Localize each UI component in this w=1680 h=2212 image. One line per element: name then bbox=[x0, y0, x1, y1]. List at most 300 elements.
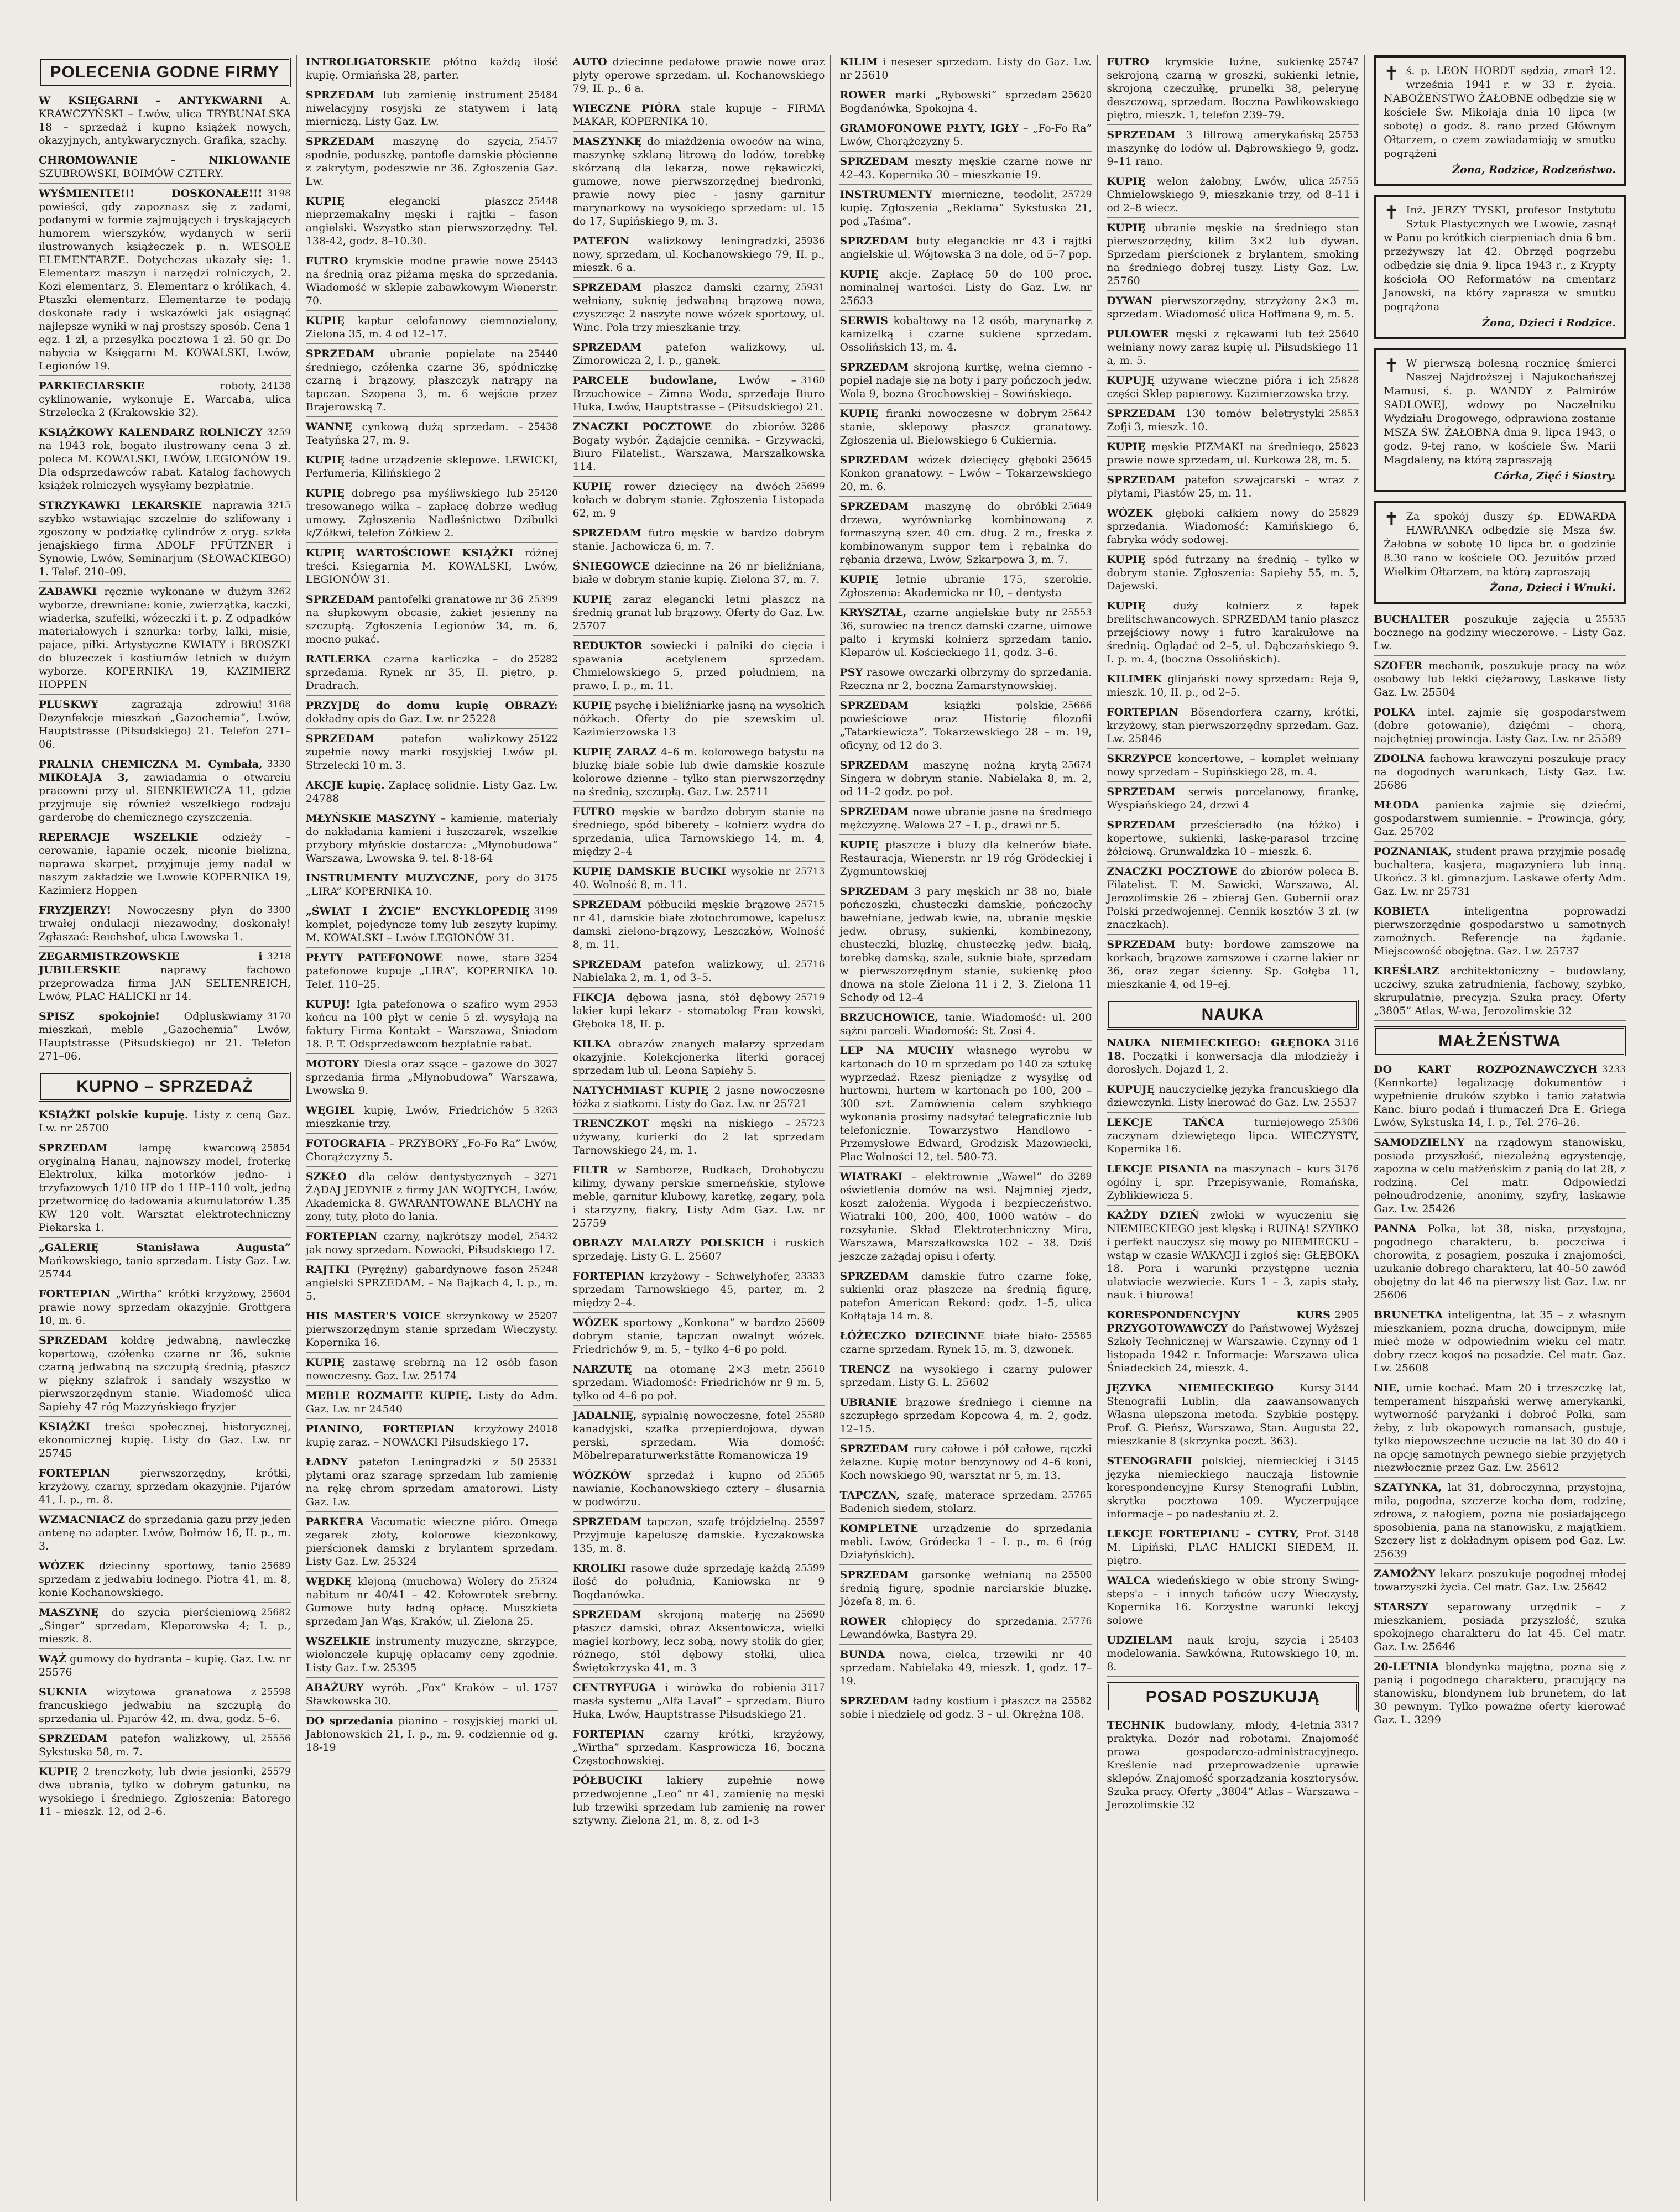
classified-ad bbox=[573, 805, 825, 862]
ad-body-text: skrojoną materję na płaszcz damski, obraz Aksentowicza, wielki magiel korbowy, lecz sobą, nowy stolik do gier, różnego, stół dębowy stołki, ulica Świętokrzyska 41, m. 3 bbox=[572, 1609, 825, 1674]
ad-reference-number: 25582 bbox=[1062, 1695, 1092, 1707]
classified-ad bbox=[1107, 752, 1359, 782]
classified-ad bbox=[306, 1356, 558, 1386]
ad-body-text: Vacumatic wieczne pióro. Omega zegarek złoty, kolorowe kiezonkowy, pierścionek damski z brylantem sprzedam. Listy Gaz. Lw. 25324 bbox=[305, 1516, 558, 1568]
ad-lead-word: POZNANIAK, bbox=[1374, 846, 1452, 858]
classified-ad bbox=[39, 1108, 291, 1138]
ad-reference-number: 25854 bbox=[260, 1142, 291, 1154]
classified-ad bbox=[1374, 964, 1626, 1021]
ad-reference-number: 25682 bbox=[260, 1607, 291, 1618]
classified-ad bbox=[39, 187, 291, 376]
ad-reference-number: 25553 bbox=[1062, 607, 1092, 618]
ad-body-text: sprzedaż i kupno od nawianie, Kochanowskiego cztery – ślusarnia w podwórzu. bbox=[572, 1469, 825, 1508]
ad-reference-number: 25776 bbox=[1062, 1616, 1092, 1627]
ad-body-text: płaszcz damski czarny, wełniany, suknię jedwabną brązową nowa, czyszcząc 2 naszyte nowe wózek sportowy, ul. Winc. Pola trzy mieszkanie trzy. bbox=[572, 281, 825, 333]
obituary-text: Inż. JERZY TYSKI, profesor Instytutu Sztuk Plastycznych we Lwowie, zasnął w Panu po krótkich cierpieniach dnia 6 bm. przeżywszy lat 42. Obrzęd pogrzebu odbędzie się dnia 9. lipca 1943 r., z Krypty kościoła OO Reformatów na cmentarz Janowski, na który zaprasza w smutku pogrążona bbox=[1384, 204, 1616, 313]
classified-ad bbox=[306, 1714, 558, 1757]
classified-ad bbox=[306, 998, 558, 1054]
classified-ad bbox=[573, 898, 825, 954]
ad-body-text: separowany urzędnik – z mieszkaniem, posiada przyszłość, szuka spokojnego charakteru do lat 45. Cel matr. Gaz. Lw. 25646 bbox=[1374, 1601, 1626, 1653]
ad-body-text: do sprzedania gazu przy jeden antenę na adapter. Lwów, Bołmów 16, II. p., m. 3. bbox=[39, 1514, 291, 1552]
ad-lead-word: SZOFER bbox=[1374, 660, 1423, 672]
ad-lead-word: FORTEPIAN bbox=[1107, 706, 1178, 718]
ad-reference-number: 3300 bbox=[267, 905, 291, 916]
classified-ad bbox=[1374, 706, 1626, 749]
ad-lead-word: PLUSKWY bbox=[39, 698, 98, 711]
ad-body-text: gumowy do hydranta – kupię. Gaz. Lw. nr 25576 bbox=[39, 1653, 291, 1678]
ad-body-text: fachowa krawczyni poszukuje pracy na dogodnych warunkach, Listy Gaz. Lw. 25686 bbox=[1374, 753, 1626, 791]
ad-body-text: zagrażają zdrowiu! Dezynfekcje mieszkań „Gazochemia”, Lwów, Hauptstrasse (Piłsudskiego) 21. Telefon 271–06. bbox=[39, 698, 291, 750]
newspaper-column bbox=[1107, 55, 1365, 2201]
ad-body-text: komplet, pojedyncze tomy lub zeszyty kupimy. M. KOWALSKI – Lwów LEGIONÓW 31. bbox=[305, 919, 558, 944]
ad-body-text: krymskie luźne, sukienkę sekrojoną czarną w groszki, sukienki letnie, skrojoną czeczułkę, prunelki 38, pelerynę deszczową, sprzedam. Boczna Pawlikowskiego piętro, mieszk. 1, telefon 239–79. bbox=[1107, 56, 1359, 121]
classified-ad bbox=[1107, 865, 1359, 935]
ad-lead-word: KRYSZTAŁ, bbox=[839, 607, 907, 619]
ad-lead-word: SPRZEDAM bbox=[839, 454, 909, 466]
classified-ad bbox=[39, 1287, 291, 1331]
ad-lead-word: ROWER bbox=[839, 1615, 886, 1627]
ad-body-text: czarna karliczka – do sprzedania. Rynek nr 35, II. piętro, p. Dradrach. bbox=[305, 653, 558, 692]
ad-body-text: urządzenie do sprzedania mebli. Lwów, Gródecka 1 – I. p., m. 6 (róg Działyńskich). bbox=[839, 1522, 1092, 1561]
ad-lead-word: INTROLIGATORSKIE bbox=[305, 56, 430, 68]
ad-lead-word: KSIĄŻKOWY KALENDARZ ROLNICZY bbox=[39, 426, 263, 439]
ad-lead-word: PARKIECIARSKIE bbox=[39, 380, 145, 392]
ad-lead-word: HIS MASTER'S VOICE bbox=[305, 1310, 441, 1322]
classified-ad bbox=[1374, 1063, 1626, 1133]
ad-body-text: patefon walizkowy, ul. Nabielaka 2, m. 1, od 3–5. bbox=[572, 958, 791, 984]
ad-lead-word: SPRZEDAM bbox=[572, 1516, 642, 1528]
ad-lead-word: SPRZEDAM bbox=[305, 348, 375, 360]
classified-ad bbox=[573, 526, 825, 556]
ad-body-text: rury całowe i pół całowe, rączki żelazne. Kupię motor benzynowy od 4–6 koni, Koch nowskiego 90, warsztat nr 5, m. 13. bbox=[839, 1443, 1092, 1481]
ad-body-text: nauk kroju, szycia i modelowania. Sawkówna, Rutowskiego 10, m. 8. bbox=[1107, 1634, 1359, 1673]
ad-lead-word: UDZIELAM bbox=[1107, 1634, 1173, 1646]
classified-ad bbox=[1107, 1308, 1359, 1378]
ad-body-text: szafę, materace sprzedam. Badenich siedem, stolarz. bbox=[839, 1489, 1058, 1515]
ad-body-text: poszukuje zajęcia u bocznego na godziny wieczorowe. – Listy Gaz. Lw. bbox=[1374, 613, 1626, 652]
ad-lead-word: SKRZYPCE bbox=[1107, 753, 1172, 765]
ad-lead-word: ZAMOŻNY bbox=[1374, 1568, 1436, 1580]
classified-ad bbox=[839, 1648, 1092, 1691]
ad-lead-word: KUPIĘ bbox=[572, 481, 612, 493]
ad-lead-word: MŁODA bbox=[1374, 799, 1420, 811]
ad-lead-word: SPRZEDAM bbox=[839, 500, 909, 513]
classified-ad bbox=[306, 55, 558, 85]
ad-body-text: buty: bordowe zamszowe na korkach, brązowe zamszowe i czarne lakier nr 36, oraz zegar ścienny. Sp. Gołęba 11, mieszkanie 4, od 19–ej. bbox=[1107, 938, 1359, 990]
ad-reference-number: 25597 bbox=[795, 1516, 825, 1527]
classified-ad bbox=[839, 1615, 1092, 1645]
ad-lead-word: BUNDA bbox=[839, 1648, 885, 1661]
ad-lead-word: KILKA bbox=[572, 1038, 611, 1050]
ad-lead-word: KILIMEK bbox=[1107, 673, 1162, 685]
ad-body-text: wózek dziecięcy głęboki Konkon granatowy. – Lwów – Tokarzewskiego 20, m. 6. bbox=[839, 454, 1092, 493]
classified-ad bbox=[839, 1694, 1092, 1724]
ad-body-text: akcje. Zapłacę 50 do 100 proc. nominalnej wartości. Listy do Gaz. Lw. nr 25633 bbox=[839, 268, 1092, 307]
ad-lead-word: MASZYNĘ bbox=[39, 1606, 99, 1619]
classified-ad bbox=[39, 154, 291, 184]
classified-ad bbox=[1374, 613, 1626, 656]
ad-body-text: nowe, stare patefonowe kupuje „LIRA”, KOPERNIKA 10. Telef. 110–25. bbox=[305, 952, 558, 990]
ad-reference-number: 25403 bbox=[1329, 1635, 1359, 1646]
ad-lead-word: FOTOGRAFIA bbox=[305, 1138, 386, 1150]
ad-body-text: klejoną (muchowa) Wolery do nabitum nr 40/41 – 42. Kołowrotek srebrny. Gumowe buty ładną opłacę. Muszkieta sprzedam Jan Wąs, Kraków, ul. Zielona 25. bbox=[305, 1575, 558, 1627]
ad-body-text: (Kennkarte) legalizację dokumentów i wypełnienie druków szybko i tanio załatwia Kanc. biuro podań i tłumaczeń Dra E. Griega Lwów, Sykstuska 14, I. p., Tel. 276–26. bbox=[1374, 1077, 1626, 1129]
ad-body-text: nowe ubranie jasne na średniego mężczyznę. Walowa 27 – I. p., drawi nr 5. bbox=[839, 806, 1092, 831]
ad-reference-number: 3262 bbox=[267, 586, 291, 597]
ad-reference-number: 3168 bbox=[267, 699, 291, 710]
ad-body-text: letnie ubranie 175, szerokie. Zgłoszenia: Akademicka nr 10, – dentysta bbox=[839, 573, 1092, 599]
ad-body-text: płótno każdą ilość kupię. Ormiańska 28, parter. bbox=[305, 56, 558, 81]
obituary-notice bbox=[1374, 195, 1626, 339]
classified-ad bbox=[1107, 507, 1359, 550]
classified-ad bbox=[1107, 1381, 1359, 1451]
ad-body-text: patefon walizkowy, ul. Sykstuska 58, m. 7. bbox=[39, 1733, 257, 1758]
ad-lead-word: KUPIĘ bbox=[305, 195, 345, 207]
ad-reference-number: 3286 bbox=[801, 421, 825, 432]
ad-lead-word: WÓZKÓW bbox=[572, 1469, 632, 1481]
ad-lead-word: POLKA bbox=[1374, 706, 1415, 718]
ad-lead-word: PRZYJDĘ do domu kupię OBRAZY: bbox=[305, 700, 558, 712]
ad-body-text: inteligentna, lat 35 – z własnym mieszkaniem, pozna drucha, dowcipnym, miłe mieć może w odpowiednim wieku cel matr. dobry rzecz kogoś na posadzie. Cel matr. Gaz. Lw. 25608 bbox=[1374, 1309, 1626, 1374]
ad-body-text: dębowa jasna, stół dębowy lakier kupi lekarz - stomatolog Frau kowski, Głęboka 18, II. p. bbox=[572, 992, 825, 1030]
ad-lead-word: „ŚWIAT I ŻYCIE” ENCYKLOPEDIĘ bbox=[305, 905, 530, 917]
newspaper-column bbox=[39, 55, 297, 2201]
classified-ad bbox=[573, 1562, 825, 1605]
classified-ad bbox=[306, 1104, 558, 1134]
ad-lead-word: SPRZEDAM bbox=[1107, 938, 1176, 951]
obituary-signature: Żona, Dzieci i Rodzice. bbox=[1482, 317, 1616, 329]
ad-body-text: umie kochać. Mam 20 i trzeszczkę lat, temperament hiszpański werwę amerykanki, wytworność paryżanki i dobroć Polki, sam żeby, z lub okapowych romansach, gustuje, tylko niepowszechne uczucie na lat 30 do 40 i na opcję samotnych pewnego siebie przyjętych niezwłocznie przez Gaz. Lw. 25612 bbox=[1374, 1382, 1626, 1474]
ad-lead-word: SUKNIA bbox=[39, 1686, 87, 1698]
ad-lead-word: „GALERIĘ Stanisława Augusta” bbox=[39, 1241, 291, 1254]
ad-reference-number: 25331 bbox=[528, 1457, 558, 1468]
ad-lead-word: WIATRAKI bbox=[839, 1171, 903, 1183]
ad-body-text: chłopięcy do sprzedania. Lewandówka, Bastyra 29. bbox=[839, 1615, 1058, 1641]
ad-lead-word: WSZELKIE bbox=[305, 1635, 371, 1647]
classified-ad bbox=[39, 1467, 291, 1510]
ad-lead-word: UBRANIE bbox=[839, 1396, 898, 1408]
ad-lead-word: SPRZEDAM bbox=[572, 1609, 642, 1621]
ad-body-text: student prawa przyjmie posadę buchaltera, kasjera, magazyniera lub inną. Ukończ. 3 kl. gimnazjum. Laskawe oferty Adm. Gaz. Lw. nr 25731 bbox=[1374, 846, 1626, 898]
classified-ad bbox=[839, 361, 1092, 404]
ad-body-text: własnego wyrobu w kartonach do 10 m sprzedam po 140 za sztukę wyprzedaż. Rzesz pieniądze z wysyłkę od hurtowni, hurtem w kartonach po 100, 200 – 300 szt. Zamówienia celem szybkiego wykonania prosimy nadsyłać telegraficznie lub telefonicznie. Towarzystwo Handlowo - Przemysłowe Edward, Grodzisk Mazowiecki, Plac Wolności 12, tel. 580-73. bbox=[839, 1045, 1092, 1163]
ad-body-text: powieści, gdy zapoznasz się z zadami, podanymi w formie zajmujących i tryskających humorem wierszyków, wydanych w serii ilustrowanych książeczek p. n. WESOŁE ELEMENTARZE. Dotychczas ukazały się: 1. Elementarz maszyn i narzędzi rolniczych, 2. Kozi elementarz, 3. Elementarz o królikach, 4. Ptaszki elementarz. Elementarze te podają doskonałe rady i wskazówki jak osiągnąć najlepsze wyniki w naj prostszy sposób. Cena 1 egz. 1 zł, a przesyłka pocztowa 1 zł. 50 gr. Do nabycia w Księgarni M. KOWALSKI, Lwów, Legionów 19. bbox=[39, 201, 291, 372]
ad-body-text: wizytowa granatowa z francuskiego jedwabiu na szczupłą do sprzedania ul. Pijarów 42, m. dwa, godz. 5–6. bbox=[39, 1686, 291, 1725]
ad-lead-word: PARKERA bbox=[305, 1516, 364, 1528]
ad-lead-word: KOMPLETNE bbox=[839, 1522, 919, 1535]
ad-reference-number: 25122 bbox=[528, 733, 558, 744]
ad-body-text: rasowe owczarki olbrzymy do sprzedania. Rzeczna nr 2, boczna Zamarstynowskiej. bbox=[839, 666, 1092, 692]
ad-body-text: ubranie męskie na średniego stan pierwszorzędny, kilim 3×2 lub dywan. Sprzedam pierścionek z brylantem, smoking na średniego dobrej tuszy. Listy Gaz. Lw. 25760 bbox=[1107, 222, 1359, 287]
ad-body-text: kołdrę jedwabną, nawleczkę kopertową, czółenka czarne nr 36, suknie czarną jedwabną na szczupłą średnią, płaszcz w piękny szlafrok i sandały wszystko w pierwszorzędnym stanie. Wiadomość ulica Sapiehy 47 róg Mazzyńskiego fryzjer bbox=[39, 1334, 291, 1413]
ad-lead-word: KUPIĘ bbox=[1107, 222, 1146, 234]
ad-body-text: panienka zajmie się dziećmi, gospodarstwem sumiennie. – Prowincja, góry, Gaz. 25702 bbox=[1374, 799, 1626, 838]
ad-body-text: pierwszorzędny, strzyżony 2×3 m. sprzedam. Wiadomość ulica Hoffmana 9, m. 5. bbox=[1107, 295, 1359, 320]
ad-reference-number: 25440 bbox=[528, 348, 558, 359]
classified-ad bbox=[1107, 55, 1359, 125]
ad-reference-number: 25674 bbox=[1062, 760, 1092, 771]
ad-lead-word: NATYCHMIAST KUPIĘ bbox=[572, 1084, 708, 1097]
ad-lead-word: ZABAWKI bbox=[39, 586, 97, 598]
classified-ad bbox=[839, 1170, 1092, 1266]
ad-lead-word: KILIM bbox=[839, 56, 878, 68]
ad-lead-word: TRENCZ bbox=[839, 1363, 890, 1375]
ad-body-text: rasowe duże sprzedaję każdą ilość do południa, Kaniowska nr 9 Bogdanówka. bbox=[572, 1562, 825, 1601]
classified-ad bbox=[39, 831, 291, 900]
ad-lead-word: SPRZEDAM bbox=[839, 235, 909, 247]
classified-ad bbox=[306, 135, 558, 191]
classified-ad bbox=[1107, 473, 1359, 503]
classified-ad bbox=[1107, 818, 1359, 862]
classified-ad bbox=[573, 593, 825, 636]
ad-body-text: glinjański nowy sprzedam: Reja 9, mieszk. 10, II. p., od 2–5. bbox=[1107, 673, 1359, 698]
classified-ad bbox=[573, 1316, 825, 1359]
classified-ad bbox=[573, 991, 825, 1034]
cross-icon: ✝ bbox=[1384, 355, 1400, 377]
ad-lead-word: KUPIĘ bbox=[1107, 441, 1146, 453]
ad-lead-word: FUTRO bbox=[1107, 56, 1149, 68]
ad-body-text: męskie PIZMAKI na średniego, prawie nowe sprzedam, ul. Kurkowa 28, m. 5. bbox=[1107, 441, 1352, 466]
ad-body-text: turniejowego zaczynam dziewiętego lipca. WIECZYSTY, Kopernika 16. bbox=[1107, 1117, 1359, 1155]
classified-ad bbox=[1374, 1381, 1626, 1478]
ad-reference-number: 25936 bbox=[795, 236, 825, 247]
ad-body-text: zawiadamia o otwarciu pracowni przy ul. SIENKIEWICZA 11, gdzie przyjmuje się również wszelkiego rodzaju garderobę do chemicznego czyszczenia. bbox=[39, 771, 291, 823]
classified-ad bbox=[1107, 1527, 1359, 1571]
section-heading: MAŁŻEŃSTWA bbox=[1374, 1026, 1626, 1056]
ad-body-text: roboty, cyklinowanie, wykonuje E. Warcaba, ulica Strzelecka 2 (Krakowskie 32). bbox=[39, 380, 291, 419]
classified-ad bbox=[306, 1310, 558, 1353]
ad-lead-word: INSTRUMENTY bbox=[839, 189, 932, 201]
classified-ad bbox=[839, 88, 1092, 118]
ad-lead-word: BUCHALTER bbox=[1374, 613, 1449, 625]
ad-body-text: Kursy Stenografii Lublin, dla zaawansowanych Własna ulepszona metoda. Szybkie postępy. Prof. G. Pieńsz, Warszawa, Stan. Augusta 22, mieszkanie 8 (skrzynka poczt. 363). bbox=[1107, 1382, 1359, 1447]
ad-body-text: Igła patefonowa o szafiro wym końcu na 100 płyt w cenie 5 zł. wysyłają na faktury Firma Kontakt – Warszawa, Śniadom 18. P. T. Odsprzedawcom bezpłatnie rabat. bbox=[305, 998, 558, 1050]
newspaper-column bbox=[839, 55, 1098, 2201]
ad-lead-word: PIANINO, FORTEPIAN bbox=[305, 1423, 455, 1435]
ad-lead-word: KUPIĘ bbox=[39, 1766, 78, 1778]
ad-lead-word: MŁYŃSKIE MASZYNY bbox=[305, 812, 436, 825]
ad-lead-word: ŚNIEGOWCE bbox=[572, 560, 649, 572]
section-heading: NAUKA bbox=[1107, 1000, 1359, 1030]
ad-reference-number: 25580 bbox=[795, 1410, 825, 1421]
classified-ad bbox=[1374, 659, 1626, 702]
ad-body-text: tanie. Wiadomość: ul. 200 sążni parceli. Wiadomość: St. Zosi 4. bbox=[839, 1011, 1092, 1037]
classified-ad bbox=[39, 1606, 291, 1649]
ad-body-text: lat 31, dobroczynna, przystojna, mila, pogodna, szczerze kocha dom, rodzinę, zdrowa, z nałogiem, pozna nie posiadającego sposobienia, pana na stanowisku, z majątkiem. Szczery list z dokładnym opisem pod Gaz. Lw. 25639 bbox=[1374, 1481, 1626, 1560]
ad-reference-number: 3218 bbox=[267, 951, 291, 962]
ad-lead-word: SPRZEDAM bbox=[305, 89, 375, 101]
ad-reference-number: 25699 bbox=[795, 481, 825, 492]
ad-body-text: na rządowym stanowisku, posiada przyszłość, niezależną egzystencję, zapozna w celu małżeńskim z panią do lat 28, z rodziną. Cel matr. Odpowiedzi pełnoudrodzenie, anonimy, szyfry, laskawie Gaz. Lw. 25426 bbox=[1374, 1136, 1626, 1215]
ad-lead-word: BRUNETKA bbox=[1374, 1309, 1443, 1321]
ad-reference-number: 3116 bbox=[1334, 1037, 1359, 1048]
ad-lead-word: SPRZEDAM bbox=[305, 135, 375, 148]
classified-ad bbox=[306, 951, 558, 994]
ad-reference-number: 25649 bbox=[1062, 501, 1092, 512]
ad-body-text: maszynę do obróbki drzewa, wyrówniarkę kombinowaną z formaszyną szer. 40 cm. dług. 2 m., freska z kombinowanym suppor tem i rębalnka do rębania drzewa, Lwów, Szkarpowa 3, m. 7. bbox=[839, 500, 1092, 566]
ad-body-text: pianino – rosyjskiej marki ul. Jabłonowskich 21, I. p., m. 9. codziennie od g. 18-19 bbox=[305, 1715, 558, 1754]
classified-ad bbox=[1374, 845, 1626, 901]
ad-body-text: na maszynach – kurs ogólny i, spr. Przepisywanie, Romańska, Zyblikiewicza 5. bbox=[1107, 1163, 1359, 1202]
section-heading: POSAD POSZUKUJĄ bbox=[1107, 1682, 1359, 1712]
ad-lead-word: SPRZEDAM bbox=[839, 361, 909, 373]
classified-ad bbox=[1374, 1567, 1626, 1597]
classified-ad bbox=[839, 122, 1092, 152]
ad-body-text: głęboki całkiem nowy do sprzedania. Wiadomość: Kamińskiego 6, fabryka wódy sodowej. bbox=[1107, 507, 1359, 546]
ad-lead-word: PARCELE budowlane, bbox=[572, 374, 718, 387]
ad-body-text: patefon szwajcarski – wraz z płytami, Piastów 25, m. 11. bbox=[1107, 474, 1359, 499]
obituary-text: Za spokój duszy śp. EDWARDA HAWRANKA odbędzie się Msza św. Żałobna w sobotę 10 lipca br. o godzinie 8.30 rano w kościele OO. Jezuitów przed Wielkim Ołtarzem, na którą zapraszają bbox=[1384, 510, 1616, 578]
ad-reference-number: 3271 bbox=[534, 1171, 558, 1182]
ad-reference-number: 3254 bbox=[534, 952, 558, 963]
ad-body-text: A. KRAWCZYŃSKI – Lwów, ulica TRYBUNALSKA 18 – sprzedaż i kupno książek nowych, okazyjnych, antykwarycznych. Grafika, szachy. bbox=[39, 95, 291, 147]
ad-lead-word: SPRZEDAM bbox=[839, 700, 909, 712]
ad-body-text: krzyżowy kupię zaraz. – NOWACKI Piłsudskiego 17. bbox=[305, 1423, 529, 1448]
ad-reference-number: 3148 bbox=[1334, 1528, 1359, 1540]
ad-lead-word: SPRZEDAM bbox=[39, 1142, 108, 1154]
ad-body-text: półbuciki męskie brązowe nr 41, damskie białe złotochromowe, kapelusz damski zielono-brązowy, Leszczków, Wolność 8, m. 11. bbox=[572, 899, 825, 951]
ad-body-text: do zbiorów. Bogaty wybór. Żądajcie cennika. – Grzywacki, Biuro Filatelist., Warszawa, Marszałkowska 114. bbox=[572, 421, 825, 473]
classified-ad bbox=[1107, 407, 1359, 437]
classified-ad bbox=[306, 314, 558, 344]
ad-body-text: pierwszorzędny, krótki, krzyżowy, czarny, sprzedam okazyjnie. Pijarów 41, I. p., m. 8. bbox=[39, 1467, 291, 1506]
ad-body-text: w Samborze, Rudkach, Drohobyczu kilimy, dywany perskie smerneńskie, stylowe meble, garnitur klubowy, karetkę, zegary, pola i starzyzny, fiakry, Listy Adm Gaz. Lw. nr 25759 bbox=[572, 1164, 825, 1229]
ad-lead-word: SPRZEDAM bbox=[572, 281, 642, 294]
classified-ad bbox=[306, 653, 558, 696]
classified-ad bbox=[839, 573, 1092, 603]
ad-lead-word: WANNĘ bbox=[305, 421, 352, 433]
classified-ad bbox=[1107, 1083, 1359, 1113]
classified-ad bbox=[839, 1396, 1092, 1439]
ad-reference-number: 3027 bbox=[534, 1058, 558, 1070]
ad-reference-number: 25306 bbox=[1329, 1117, 1359, 1128]
classified-ad bbox=[306, 453, 558, 483]
classified-ad bbox=[1374, 1481, 1626, 1564]
classified-ad bbox=[306, 1389, 558, 1419]
ad-lead-word: SPRZEDAM bbox=[39, 1733, 108, 1745]
ad-reference-number: 3144 bbox=[1334, 1383, 1359, 1394]
classified-ad bbox=[1107, 1574, 1359, 1630]
ad-body-text: stale kupuje – FIRMA MAKAR, KOPERNIKA 10. bbox=[572, 102, 825, 128]
classified-ad bbox=[839, 1363, 1092, 1392]
classified-ad bbox=[573, 374, 825, 417]
classified-ad bbox=[1107, 440, 1359, 470]
classified-ad bbox=[39, 1652, 291, 1682]
ad-lead-word: DYWAN bbox=[1107, 295, 1152, 307]
ad-body-text: patefon Leningradzki z 50 płytami oraz szaragę sprzedam lub zamienię na rękę chrom sprzedam amatorowi. Listy Gaz. Lw. bbox=[305, 1456, 558, 1508]
ad-body-text: zastawę srebrną na 12 osób fason nowoczesny. Gaz. Lw. 25174 bbox=[305, 1357, 558, 1382]
classified-ad bbox=[573, 1774, 825, 1830]
ad-lead-word: LEP NA MUCHY bbox=[839, 1045, 954, 1057]
ad-body-text: i wirówka do robienia masła systemu „Alfa Laval” – sprzedam. Biuro Huka, Lwów, Hauptstrasse Piłsudskiego 21. bbox=[572, 1682, 825, 1720]
ad-body-text: płaszcze i bluzy dla kelnerów białe. Restauracja, Wienerstr. nr 19 róg Grödeckiej i Zygmuntowskiej bbox=[839, 839, 1092, 878]
ad-lead-word: ŁADNY bbox=[305, 1456, 348, 1468]
classified-ad bbox=[839, 55, 1092, 85]
ad-reference-number: 3199 bbox=[534, 906, 558, 917]
ad-body-text: i ruskich sprzedaję. Listy G. L. 25607 bbox=[572, 1237, 825, 1262]
classified-ad bbox=[839, 155, 1092, 185]
classified-ad bbox=[1107, 294, 1359, 324]
obituary-notice bbox=[1374, 501, 1626, 604]
ad-body-text: i neseser sprzedam. Listy do Gaz. Lw. nr 25610 bbox=[839, 56, 1092, 81]
ad-reference-number: 25642 bbox=[1062, 408, 1092, 419]
ad-reference-number: 3330 bbox=[267, 759, 291, 770]
ad-lead-word: TECHNIK bbox=[1107, 1719, 1165, 1731]
ad-lead-word: SPRZEDAM bbox=[839, 1569, 909, 1581]
ad-lead-word: KSIĄŻKI polskie kupuję. bbox=[39, 1109, 189, 1121]
ad-body-text: architektoniczny – budowlany, uczciwy, szuka zatrudnienia, fachowy, szybko, skrupulatnie, precyzja. Szuka pracy. Oferty „3805” Atlas, W-wa, Jerozolimskie 32 bbox=[1374, 965, 1626, 1017]
section-heading: KUPNO – SPRZEDAŻ bbox=[39, 1072, 291, 1102]
classified-ad bbox=[1107, 221, 1359, 291]
ad-lead-word: MEBLE ROZMAITE KUPIĘ. bbox=[305, 1390, 472, 1402]
ad-body-text: 3 lillrową amerykańską maszynkę do lodów ul. Dąbrowskiego 9, godz. 9–11 rano. bbox=[1107, 129, 1359, 168]
ad-body-text: Listy do Adm. Gaz. Lw. nr 24540 bbox=[305, 1390, 558, 1415]
ad-lead-word: 20-LETNIA bbox=[1374, 1661, 1439, 1673]
ad-lead-word: TRENCZKOT bbox=[572, 1118, 649, 1130]
ad-reference-number: 2905 bbox=[1334, 1310, 1359, 1321]
ad-lead-word: PRALNIA CHEMICZNA M. Cymbała, MIKOŁAJA 3, bbox=[39, 758, 263, 784]
ad-body-text: 2 trenczkoty, lub dwie jesionki, dwa ubrania, tylko w dobrym gatunku, na wysokiego i średniego. Zgłoszenia: Batorego 11 – mieszk. 12, od 2–6. bbox=[39, 1766, 291, 1818]
ad-lead-word: KUPIĘ bbox=[1107, 554, 1146, 566]
ad-body-text: Nowoczesny płyn do trwałej ondulacji niezawodny, doskonały! Zgłaszać: Reichshof, ulica Lwowska 1. bbox=[39, 904, 291, 943]
ad-lead-word: FORTEPIAN bbox=[39, 1467, 111, 1479]
ad-reference-number: 3175 bbox=[534, 873, 558, 884]
classified-ad bbox=[573, 1363, 825, 1406]
ad-body-text: różnej treści. Księgarnia M. KOWALSKI, Lwów, LEGIONÓW 31. bbox=[305, 547, 558, 586]
ad-body-text: dziecinne pedałowe prawie nowe oraz płyty operowe sprzedam. ul. Kochanowskiego 79, II. p., 6 a. bbox=[572, 56, 825, 95]
classified-ad bbox=[839, 606, 1092, 662]
classified-ad bbox=[306, 872, 558, 901]
ad-body-text: kupię, Lwów, Friedrichów 5 mieszkanie trzy. bbox=[305, 1104, 530, 1130]
ad-lead-word: KSIĄŻKI bbox=[39, 1421, 91, 1433]
ad-body-text: Listy z ceną Gaz. Lw. nr 25700 bbox=[39, 1109, 291, 1134]
ad-lead-word: SPRZEDAM bbox=[572, 958, 642, 971]
ad-lead-word: CENTRYFUGA bbox=[572, 1682, 656, 1694]
ad-lead-word: WÓZEK bbox=[1107, 507, 1153, 519]
classified-ad bbox=[306, 593, 558, 649]
ad-body-text: garsonkę wełnianą na średnią figurę, spodnie narciarskie bluzkę. Józefa 8, m. 6. bbox=[839, 1569, 1092, 1608]
classified-ad bbox=[1374, 1308, 1626, 1378]
ad-lead-word: KUPIĘ bbox=[572, 700, 612, 712]
ad-lead-word: SAMODZIELNY bbox=[1374, 1136, 1465, 1149]
ad-reference-number: 25432 bbox=[528, 1231, 558, 1242]
ad-reference-number: 25645 bbox=[1062, 455, 1092, 466]
ad-lead-word: NIE, bbox=[1374, 1382, 1400, 1394]
ad-reference-number: 3176 bbox=[1334, 1164, 1359, 1175]
ad-body-text: buty eleganckie nr 43 i rajtki angielskie ul. Wójtowska 3 na dole, od 5–7 pop. bbox=[839, 235, 1092, 260]
ad-lead-word: WĘDKĘ bbox=[305, 1575, 352, 1588]
classified-ad bbox=[39, 585, 291, 695]
classified-ad bbox=[839, 268, 1092, 311]
ad-lead-word: KUPIĘ bbox=[1107, 175, 1146, 187]
classified-ad bbox=[839, 188, 1092, 231]
classified-ad bbox=[573, 135, 825, 231]
ad-lead-word: PANNA bbox=[1374, 1223, 1417, 1235]
ad-lead-word: SPRZEDAM bbox=[572, 899, 642, 911]
classified-ad bbox=[306, 699, 558, 729]
classified-ad bbox=[1107, 175, 1359, 218]
ad-lead-word: SPRZEDAM bbox=[1107, 786, 1176, 798]
classified-ad bbox=[1107, 785, 1359, 815]
classified-ad bbox=[573, 639, 825, 696]
ad-body-text: – „Fo-Fo Ra” Lwów, Chorążczyzny 5. bbox=[839, 122, 1092, 148]
ad-reference-number: 25690 bbox=[795, 1609, 825, 1620]
ad-body-text: dokładny opis do Gaz. Lw. nr 25228 bbox=[305, 713, 496, 725]
ad-reference-number: 25747 bbox=[1329, 56, 1359, 67]
newspaper-column bbox=[306, 55, 564, 2201]
ad-body-text: lub zamienię instrument niwelacyjny rosyjski ze statywem i łatą mierniczą. Listy Gaz. Lw. bbox=[305, 89, 558, 128]
ad-reference-number: 25719 bbox=[795, 992, 825, 1003]
